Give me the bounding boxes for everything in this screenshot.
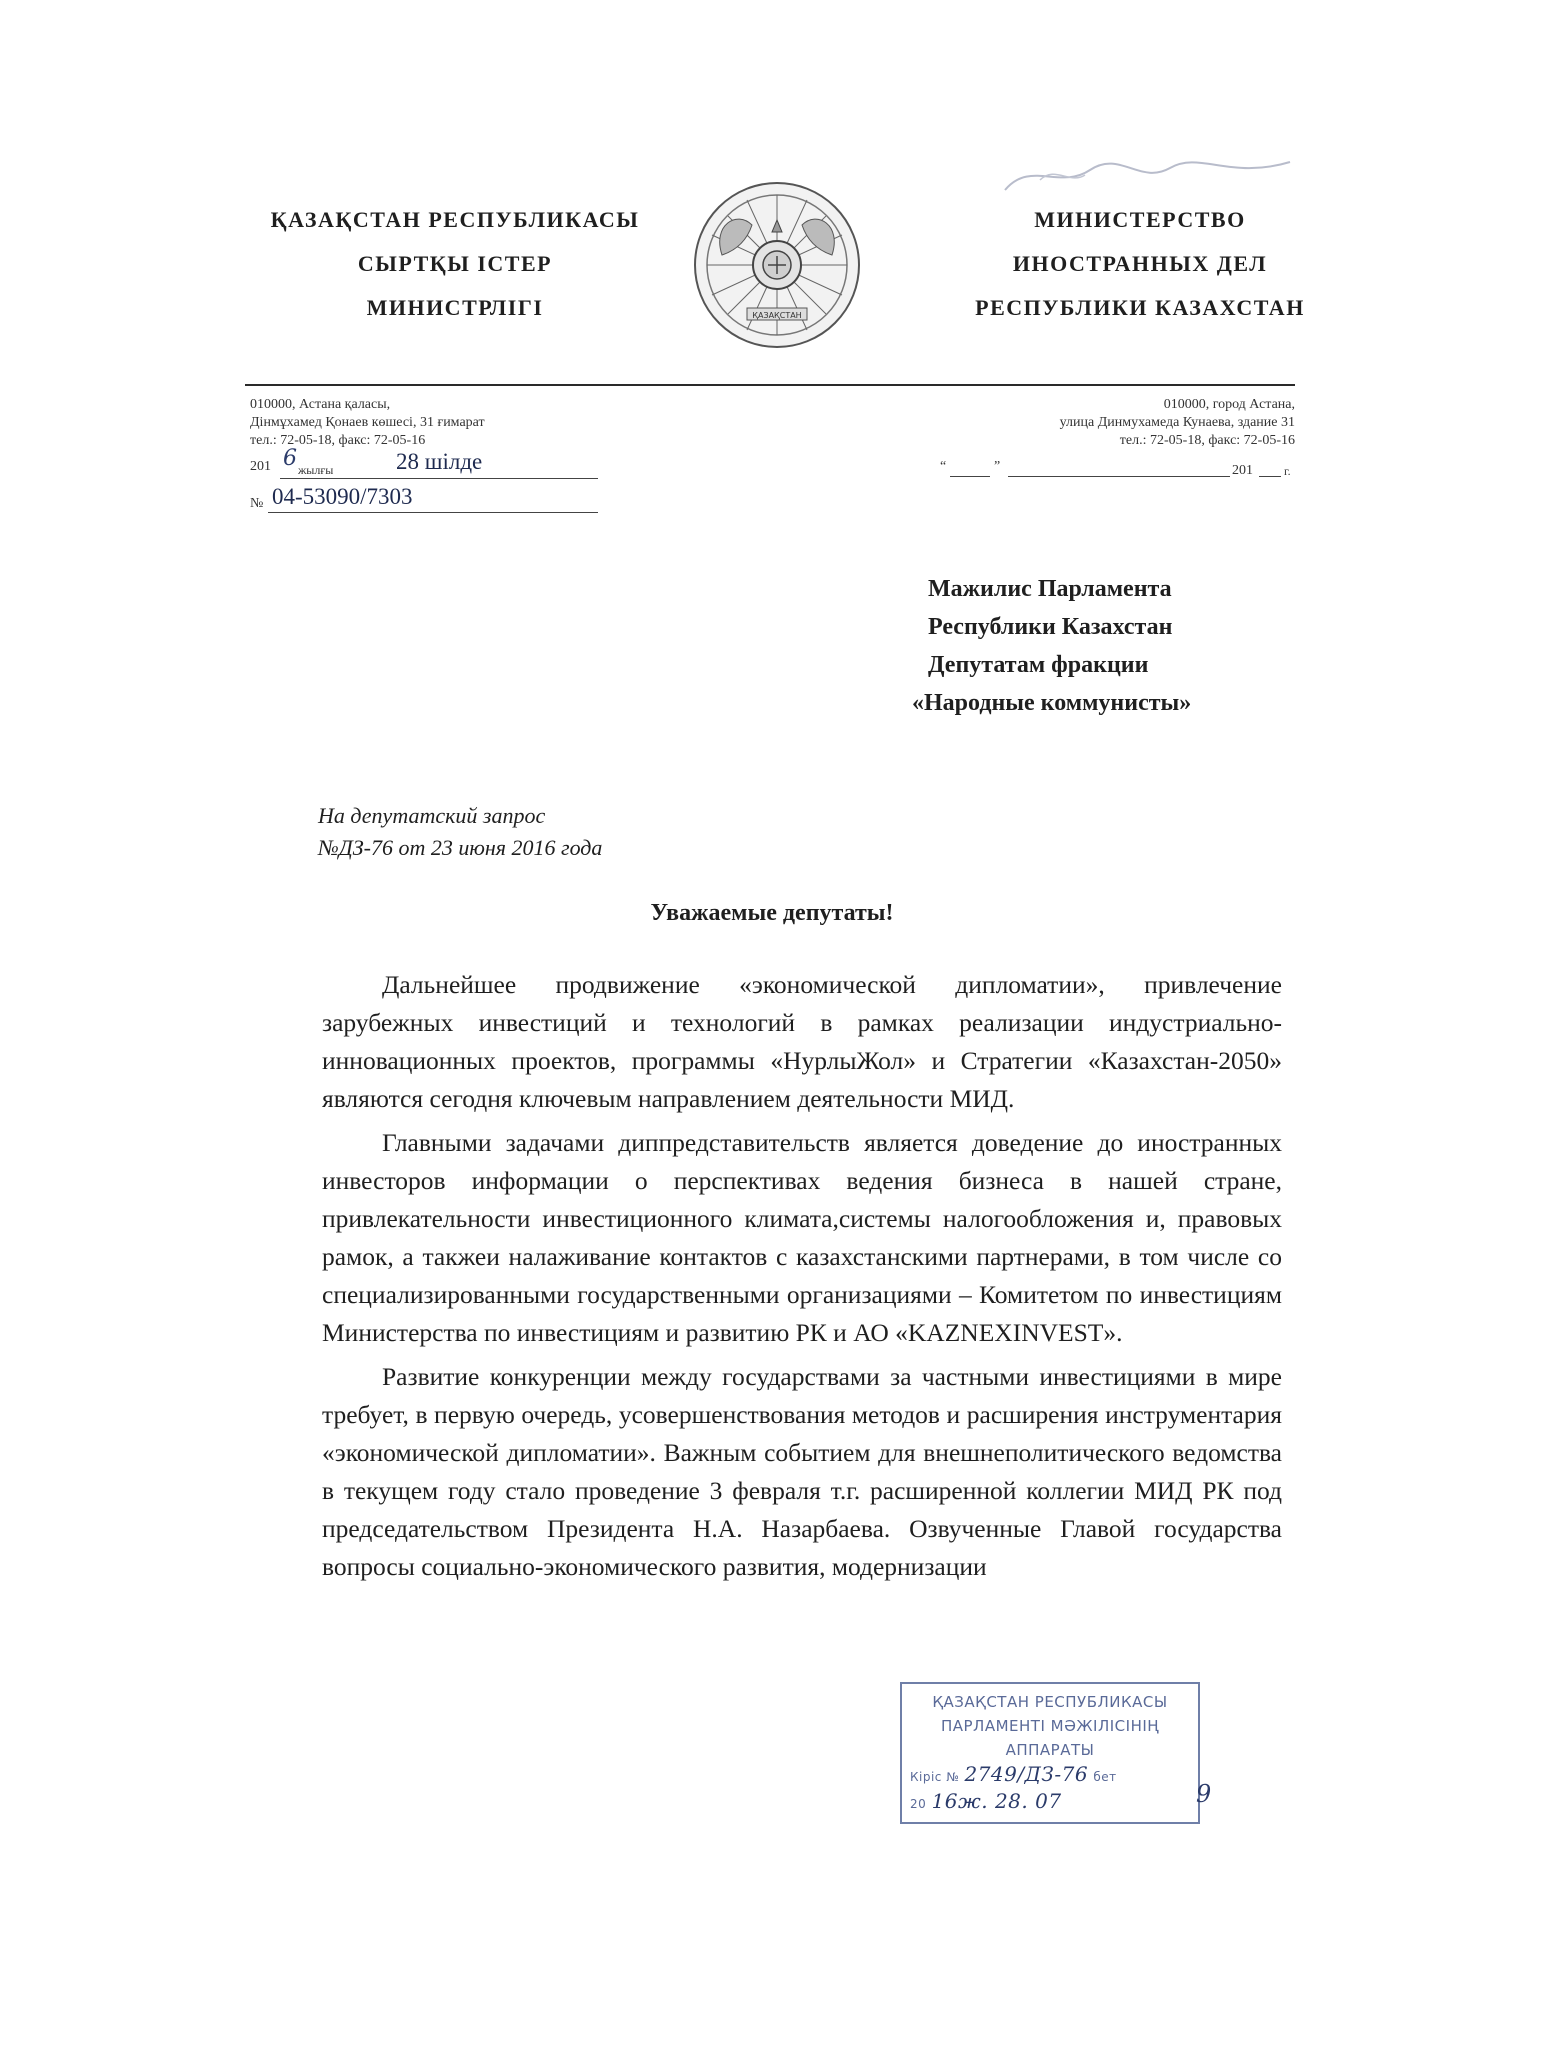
date-underline [280, 478, 598, 479]
stamp-sheets-label: бет [1093, 1770, 1117, 1784]
header-left-line-3: МИНИСТРЛІГІ [366, 295, 544, 320]
date-prefix: 201 [250, 459, 271, 474]
number-prefix: № [250, 496, 264, 511]
addressee-line-1: Мажилис Парламента [928, 576, 1172, 602]
reference-line-2: №ДЗ-76 от 23 июня 2016 года [318, 835, 603, 860]
header-right [930, 198, 1350, 330]
reference-block [318, 800, 602, 864]
addressee-block [912, 570, 1191, 722]
outgoing-number: 04-53090/7303 [272, 484, 413, 509]
date-line-left [250, 458, 271, 476]
addressee-line-2: Республики Казахстан [928, 614, 1173, 640]
stamp-in-row [910, 1762, 1190, 1789]
addressee-line-3: Депутатам фракции [928, 652, 1149, 678]
address-left [250, 396, 485, 450]
stamp-sheets-value: 9 [1196, 1780, 1212, 1808]
letter-body [322, 966, 1282, 1586]
stamp-year-prefix: 20 [910, 1797, 927, 1811]
stamp-in-label: Кіріс № [910, 1770, 960, 1784]
header-right-line-1: МИНИСТЕРСТВО [1034, 207, 1246, 232]
salutation: Уважаемые депутаты! [650, 900, 894, 926]
state-emblem [692, 180, 862, 350]
date-close-quote: ” [994, 459, 1001, 474]
date-right-year-line [1259, 476, 1281, 477]
header-right-line-3: РЕСПУБЛИКИ КАЗАХСТАН [975, 295, 1305, 320]
header-right-line-2: ИНОСТРАННЫХ ДЕЛ [1012, 251, 1268, 276]
paragraph-1: Дальнейшее продвижение «экономической дипломатии», привлечение зарубежных инвестиций и технологий в рамках реализации индустриально-инновационных проектов, программы «НурлыЖол» и Стратегии «Казахстан-2050» являются сегодня ключевым направлением деятельности МИД. [322, 970, 1282, 1113]
date-value: 28 шілде [396, 449, 483, 474]
registration-stamp [900, 1682, 1200, 1824]
date-open-quote: “ [940, 459, 947, 474]
date-year-digit: 6 [283, 446, 297, 471]
address-right-line-2: улица Динмухамеда Кунаева, здание 31 [1059, 415, 1295, 430]
header-divider [245, 384, 1295, 386]
stamp-date-value: 16ж. 28. 07 [931, 1789, 1062, 1813]
stamp-in-number: 2749/ДЗ-76 [964, 1762, 1089, 1786]
address-right-line-3: тел.: 72-05-18, факс: 72-05-16 [1119, 433, 1295, 448]
stamp-line-3: АППАРАТЫ [1005, 1741, 1095, 1759]
stamp-line-2: ПАРЛАМЕНТІ МӘЖІЛІСІНІҢ [940, 1717, 1160, 1735]
stamp-date-row [910, 1789, 1190, 1816]
date-right-year: 201 [1232, 463, 1253, 478]
date-suffix: жылғы [298, 463, 334, 477]
address-left-line-3: тел.: 72-05-18, факс: 72-05-16 [250, 433, 426, 448]
date-right-suffix: г. [1284, 464, 1291, 478]
paragraph-2: Главными задачами диппредставительств является доведение до иностранных инвесторов информации о перспективах ведения бизнеса в нашей стране, привлекательности инвестиционного климата,системы налогообложения и, правовых рамок, а такжеи налаживание контактов с казахстанскими партнерами, в том числе со специализированными государственными организациями – Комитетом по инвестициям Министерства по инвестициям и развитию РК и АО «KAZNEXINVEST». [322, 1128, 1282, 1347]
address-right [900, 396, 1295, 450]
number-underline [268, 512, 598, 513]
addressee-line-4: «Народные коммунисты» [912, 690, 1192, 716]
date-right-day-line [950, 476, 990, 477]
handwritten-mark [1000, 150, 1300, 200]
date-right-month-line [1008, 476, 1230, 477]
address-right-line-1: 010000, город Астана, [1163, 397, 1295, 412]
reference-line-1: На депутатский запрос [318, 803, 546, 828]
address-left-line-2: Дінмұхамед Қонаев көшесі, 31 ғимарат [250, 415, 485, 430]
address-left-line-1: 010000, Астана қаласы, [250, 397, 391, 412]
emblem-label: ҚАЗАҚСТАН [752, 311, 802, 320]
header-left-line-1: ҚАЗАҚСТАН РЕСПУБЛИКАСЫ [270, 207, 640, 232]
header-left [245, 198, 665, 330]
stamp-line-1: ҚАЗАҚСТАН РЕСПУБЛИКАСЫ [932, 1693, 1168, 1711]
header-left-line-2: СЫРТҚЫ ІСТЕР [357, 251, 553, 276]
paragraph-3: Развитие конкуренции между государствами за частными инвестициями в мире требует, в первую очередь, усовершенствования методов и расширения инструментария «экономической дипломатии». Важным событием для внешнеполитического ведомства в текущем году стало проведение 3 февраля т.г. расширенной коллегии МИД РК под председательством Президента Н.А. Назарбаева. Озвученные Главой государства вопросы социально-экономического развития, модернизации [322, 1362, 1282, 1581]
